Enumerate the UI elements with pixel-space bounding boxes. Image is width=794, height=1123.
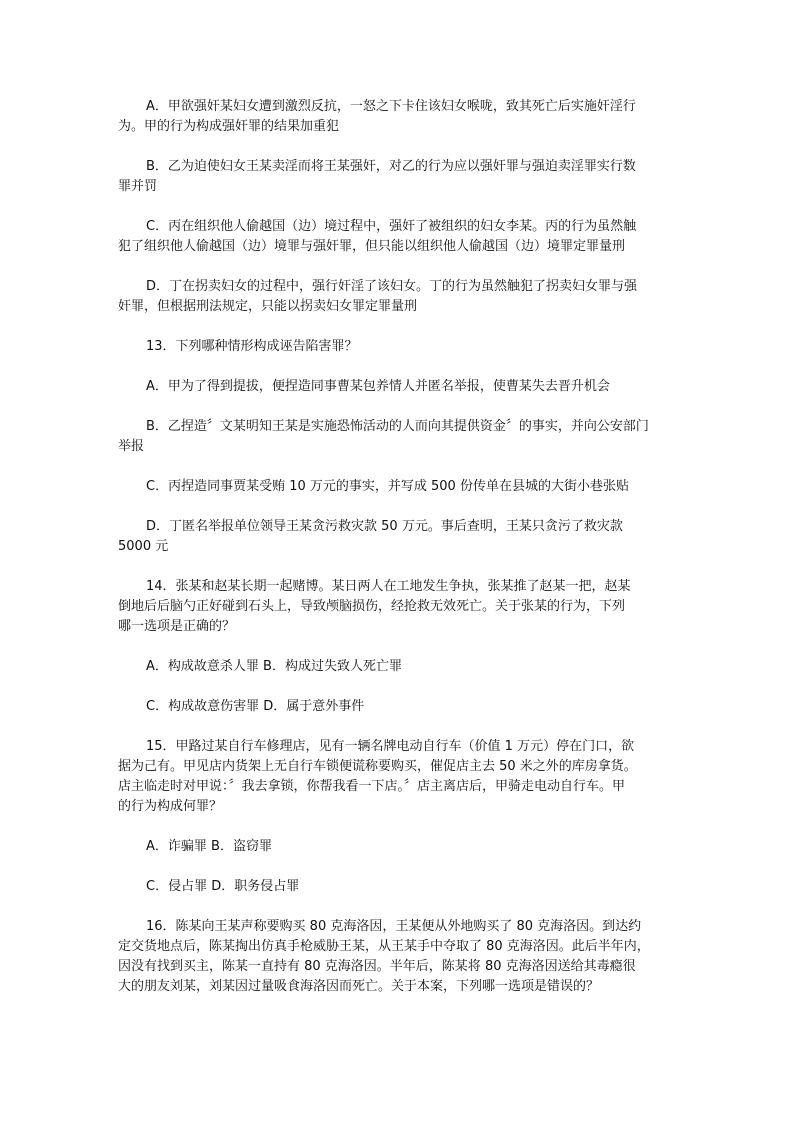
text-line: B．乙为迫使妇女王某卖淫而将王某强奸，对乙的行为应以强奸罪与强迫卖淫罪实行数 [146, 159, 636, 174]
text-line: 大的朋友刘某，刘某因过量吸食海洛因而死亡。关于本案，下列哪一选项是错误的？ [118, 979, 600, 994]
text-line: 定交货地点后，陈某掏出仿真手枪威胁王某，从王某手中夺取了 80 克海洛因。此后半年内， [118, 939, 650, 954]
text-line: 为。甲的行为构成强奸罪的结果加重犯 [118, 119, 340, 134]
document-page [118, 97, 678, 1017]
paragraph [118, 217, 678, 257]
text-line: D．丁在拐卖妇女的过程中，强行奸淫了该妇女。丁的行为虽然触犯了拐卖妇女罪与强 [146, 279, 638, 294]
text-line: 因没有找到买主，陈某一直持有 80 克海洛因。半年后，陈某将 80 克海洛因送给其毒瘾很 [118, 959, 636, 974]
text-line: 的行为构成何罪？ [118, 799, 223, 814]
text-line: A．构成故意杀人罪 B．构成过失致人死亡罪 [146, 659, 402, 674]
text-line: 5000 元 [118, 539, 169, 554]
paragraph [118, 917, 678, 997]
text-line: 奸罪，但根据刑法规定，只能以拐卖妇女罪定罪量刑 [118, 299, 418, 314]
paragraph [118, 697, 678, 717]
paragraph [118, 577, 678, 637]
paragraph [118, 277, 678, 317]
text-line: 犯了组织他人偷越国（边）境罪与强奸罪，但只能以组织他人偷越国（边）境罪定罪量刑 [118, 239, 626, 254]
text-line: 哪一选项是正确的？ [118, 619, 236, 634]
text-line: 店主临走时对甲说：〞我去拿锁，你帮我看一下店。〞店主离店后，甲骑走电动自行车。甲 [118, 779, 626, 794]
paragraph [118, 837, 678, 857]
text-line: D．丁匿名举报单位领导王某贪污救灾款 50 万元。事后查明，王某只贪污了救灾款 [146, 519, 623, 534]
text-line: C．丙在组织他人偷越国（边）境过程中，强奸了被组织的妇女李某。丙的行为虽然触 [146, 219, 637, 234]
paragraph [118, 157, 678, 197]
text-line: 据为己有。甲见店内货架上无自行车锁便谎称要购买，催促店主去 50 米之外的库房拿货。 [118, 759, 637, 774]
paragraph [118, 417, 678, 457]
text-line: C．丙捏造同事贾某受贿 10 万元的事实，并写成 500 份传单在县城的大街小巷张贴 [146, 479, 629, 494]
text-line: 倒地后后脑勺正好碰到石头上，导致颅脑损伤，经抢救无效死亡。关于张某的行为，下列 [118, 599, 626, 614]
paragraph [118, 737, 678, 817]
paragraph [118, 337, 678, 357]
text-line: C．构成故意伤害罪 D．属于意外事件 [146, 699, 365, 714]
paragraph [118, 97, 678, 137]
text-line: 举报 [118, 439, 145, 454]
text-line: B．乙捏造〞文某明知王某是实施恐怖活动的人而向其提供资金〞的事实，并向公安部门 [146, 419, 649, 434]
paragraph [118, 377, 678, 397]
text-line: 16．陈某向王某声称要购买 80 克海洛因，王某便从外地购买了 80 克海洛因。到达约 [146, 919, 642, 934]
text-line: A．诈骗罪 B．盗窃罪 [146, 839, 272, 854]
text-line: 14．张某和赵某长期一起赌博。某日两人在工地发生争执，张某推了赵某一把，赵某 [146, 579, 631, 594]
text-line: C．侵占罪 D．职务侵占罪 [146, 879, 300, 894]
text-line: A．甲为了得到提拔，便捏造同事曹某包养情人并匿名举报，使曹某失去晋升机会 [146, 379, 610, 394]
text-line: 罪并罚 [118, 179, 158, 194]
paragraph [118, 517, 678, 557]
text-line: A．甲欲强奸某妇女遭到激烈反抗，一怒之下卡住该妇女喉咙，致其死亡后实施奸淫行 [146, 99, 636, 114]
paragraph [118, 477, 678, 497]
text-line: 13．下列哪种情形构成诬告陷害罪？ [146, 339, 358, 354]
paragraph [118, 657, 678, 677]
text-line: 15．甲路过某自行车修理店，见有一辆名牌电动自行车（价值 1 万元）停在门口，欲 [146, 739, 635, 754]
paragraph [118, 877, 678, 897]
